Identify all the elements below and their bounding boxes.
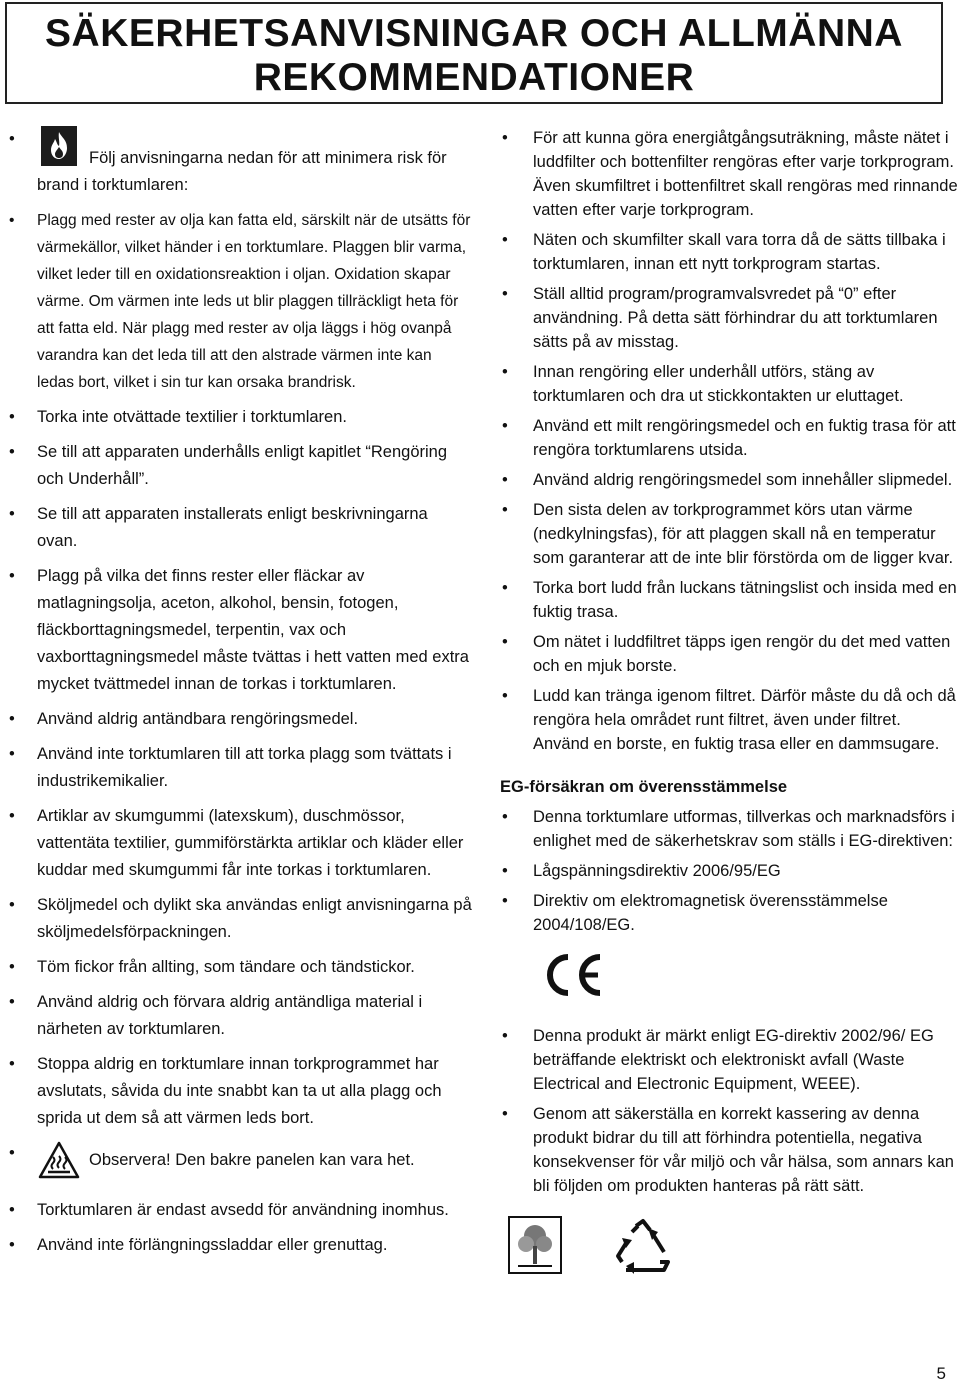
list-item: • Ludd kan tränga igenom filtret. Därför måste du då och då rengöra hela området runt filtret, även under filtret. Använd en borste, en fuktig trasa eller en dammsugare. <box>500 684 958 756</box>
list-item: • Om nätet i luddfiltret täpps igen rengör du det med vatten och en mjuk borste. <box>500 630 958 678</box>
list-item: • Använd ett milt rengöringsmedel och en fuktig trasa för att rengöra torktumlarens utsida. <box>500 414 958 462</box>
list-item: • Genom att säkerställa en korrekt kassering av denna produkt bidrar du till att förhindra potentiella, negativa konsekvenser för vår miljö och vår hälsa, som annars kan bli följden om produkten hanteras på rätt sätt. <box>500 1102 958 1198</box>
hot-surface-warning-icon <box>37 1140 81 1180</box>
list-item: • Använd inte förlängningssladdar eller grenuttag. <box>7 1232 472 1259</box>
list-item: • Artiklar av skumgummi (latexskum), duschmössor, vattentäta textilier, gummiförstärkta artiklar och kläder eller kuddar med skumgummi får inte torkas i torktumlaren. <box>7 803 472 884</box>
list-item: • För att kunna göra energiåtgångsuträkning, måste nätet i luddfilter och bottenfilter rengöras efter varje torkprogram. Även skumfiltret i bottenfiltret skall rengöras med rinnande vatten efter varje torkprogram. <box>500 126 958 222</box>
right-column <box>500 126 958 1276</box>
list-item: • Sköljmedel och dylikt ska användas enligt anvisningarna på sköljmedelsförpackningen. <box>7 892 472 946</box>
list-item: • Torka inte otvättade textilier i torktumlaren. <box>7 404 472 431</box>
list-item: • Plagg på vilka det finns rester eller fläckar av matlagningsolja, aceton, alkohol, bensin, fotogen, fläckborttagningsmedel, terpentin, vax och vaxborttagningsmedel måste tvättas i hett vatten med extra mycket tvättmedel innan de torkas i torktumlaren. <box>7 563 472 698</box>
list-item: • Torka bort ludd från luckans tätningslist och insida med en fuktig trasa. <box>500 576 958 624</box>
list-item: • Använd inte torktumlaren till att torka plagg som tvättats i industrikemikalier. <box>7 741 472 795</box>
recycle-icon <box>612 1218 674 1276</box>
list-item: • Denna torktumlare utformas, tillverkas och marknadsförs i enlighet med de säkerhetskrav som ställs i EG-direktiven: <box>500 805 958 853</box>
list-item: • Använd aldrig antändbara rengöringsmedel. <box>7 706 472 733</box>
left-bullet-list <box>7 126 472 1259</box>
fire-hazard-icon <box>41 126 77 166</box>
left-column <box>7 126 472 1267</box>
list-item: • Ställ alltid program/programvalsvredet på “0” efter användning. På detta sätt förhindrar du att torktumlaren sätts på av misstag. <box>500 282 958 354</box>
list-item: • Lågspänningsdirektiv 2006/95/EG <box>500 859 958 883</box>
list-item: • Töm fickor från allting, som tändare och tändstickor. <box>7 954 472 981</box>
right-bullet-list <box>500 126 958 756</box>
page-title-line-2: REKOMMENDATIONER <box>253 56 695 99</box>
eg-bullet-list <box>500 805 958 937</box>
list-item: • Denna produkt är märkt enligt EG-direktiv 2002/96/ EG beträffande elektriskt och elektroniskt avfall (Waste Electrical and Electronic Equipment, WEEE). <box>500 1024 958 1096</box>
eg-declaration-heading: EG-försäkran om överensstämmelse <box>500 778 788 796</box>
list-item: • Innan rengöring eller underhåll utförs, stäng av torktumlaren och dra ut stickkontakten ur eluttaget. <box>500 360 958 408</box>
fire-warning-item <box>7 126 472 199</box>
list-item: • Använd aldrig och förvara aldrig antändliga material i närheten av torktumlaren. <box>7 989 472 1043</box>
list-item: • Den sista delen av torkprogrammet körs utan värme (nedkylningsfas), för att plaggen skall nå en temperatur som garanterar att de inte blir förstörda om de ligger kvar. <box>500 498 958 570</box>
page-title-line-1: SÄKERHETSANVISNINGAR OCH ALLMÄNNA <box>45 12 903 55</box>
weee-bin-icon <box>506 1214 564 1276</box>
list-item: • Se till att apparaten underhålls enligt kapitlet “Rengöring och Underhåll”. <box>7 439 472 493</box>
list-item: • Använd aldrig rengöringsmedel som innehåller slipmedel. <box>500 468 958 492</box>
hot-surface-item <box>7 1140 472 1189</box>
page-title <box>5 2 943 104</box>
hot-surface-note: • Observera! Den bakre panelen kan vara het. <box>89 1150 415 1169</box>
list-item: • Direktiv om elektromagnetisk överensstämmelse 2004/108/EG. <box>500 889 958 937</box>
ce-mark-icon <box>540 951 606 999</box>
weee-bullet-list <box>500 1024 958 1198</box>
list-item: • Stoppa aldrig en torktumlare innan torkprogrammet har avslutats, såvida du inte snabbt kan ta ut alla plagg och sprida ut dem så att värmen leds bort. <box>7 1051 472 1132</box>
fire-intro-text: Följ anvisningarna nedan för att minimera risk för brand i torktumlaren: <box>37 149 447 194</box>
list-item: • Se till att apparaten installerats enligt beskrivningarna ovan. <box>7 501 472 555</box>
page-number: 5 <box>936 1364 946 1383</box>
list-item: • Torktumlaren är endast avsedd för användning inomhus. <box>7 1197 472 1224</box>
list-item: • Näten och skumfilter skall vara torra då de sätts tillbaka i torktumlaren, innan ett nytt torkprogram startas. <box>500 228 958 276</box>
list-item: • Plagg med rester av olja kan fatta eld, särskilt när de utsätts för värmekällor, vilket händer i en torktumlare. Plaggen blir varma, vilket leder till en oxidationsreaktion i oljan. Oxidation skapar värme. Om värmen inte leds ut blir plaggen tillräckligt heta för att fatta eld. När plagg med rester av olja läggs i hög ovanpå varandra kan det leda till att den alstrade värmen inte kan ledas bort, vilket i sin tur kan orsaka brandrisk. <box>7 207 472 396</box>
